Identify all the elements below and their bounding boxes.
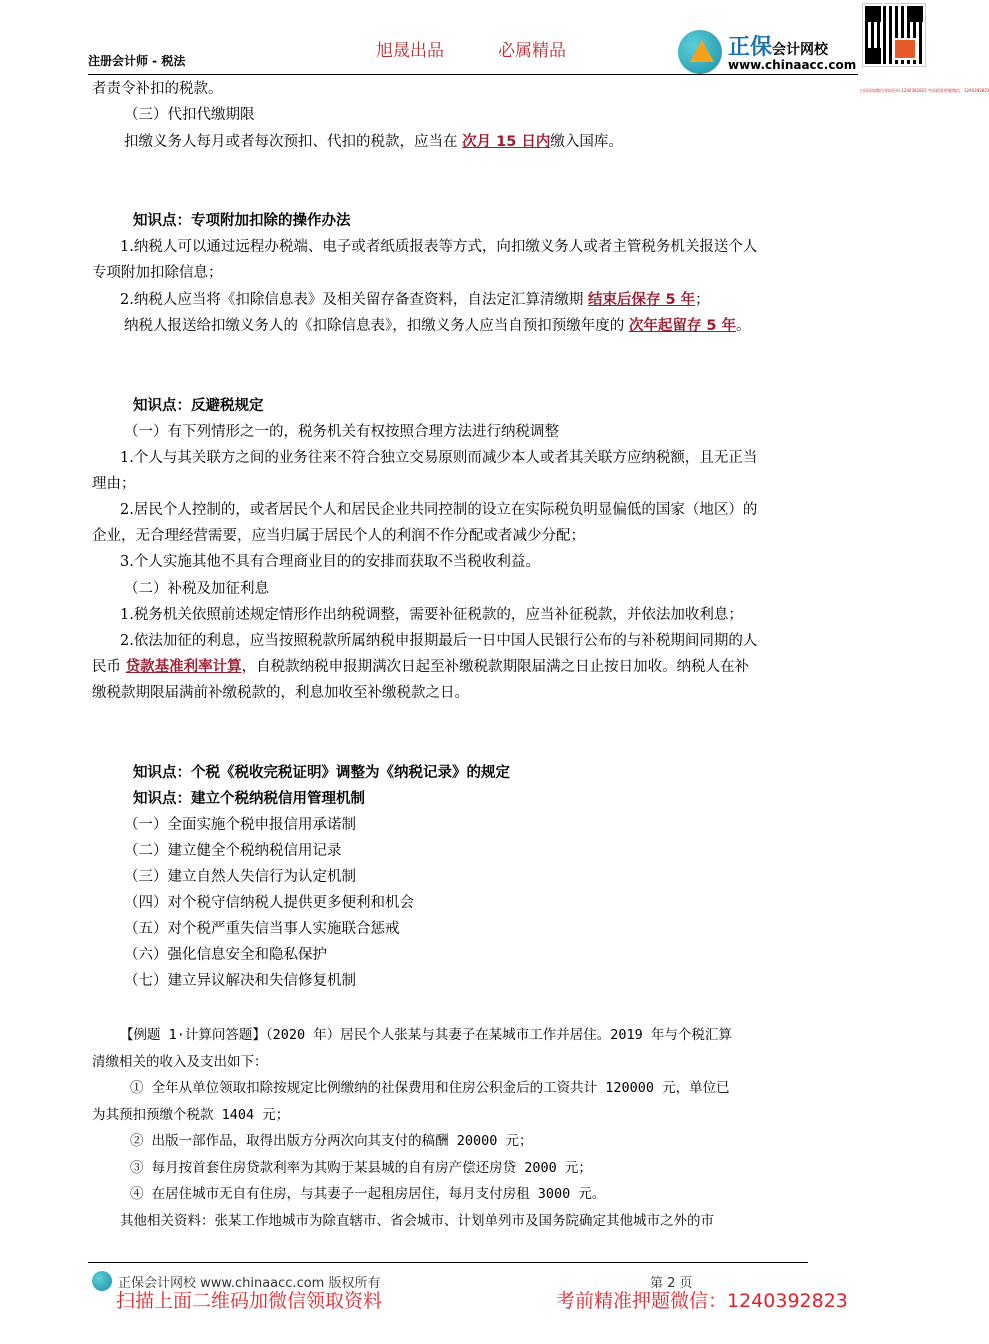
example-line: 其他相关资料：张某工作地城市为除直辖市、省会城市、计划单列市及国务院确定其他城市之外的市	[120, 1213, 714, 1229]
promo-left: 扫描上面二维码加微信领取资料	[116, 1290, 383, 1312]
footer-logo-icon	[92, 1271, 112, 1291]
paragraph-line: 2.纳税人应当将《扣除信息表》及相关留存备查资料，自法定汇算清缴期 结束后保存 5 年；	[120, 292, 710, 308]
example-line: ④ 在居住城市无自有住房，与其妻子一起租房居住，每月支付房租 3000 元。	[130, 1186, 606, 1202]
promo-right: 考前精准押题微信：1240392823	[556, 1290, 848, 1312]
list-item: （一）全面实施个税申报信用承诺制	[124, 817, 356, 833]
paragraph-line: 2.居民个人控制的，或者居民个人和居民企业共同控制的设立在实际税负明显偏低的国家（地区）的	[120, 502, 758, 518]
example-line: ② 出版一部作品，取得出版方分两次向其支付的稿酬 20000 元；	[130, 1133, 533, 1149]
header-slogan-right: 必属精品	[498, 41, 566, 61]
qr-center-badge-icon	[893, 38, 917, 60]
brand-logo-icon	[678, 30, 722, 74]
paragraph-line: 扣缴义务人每月或者每次预扣、代扣的税款，应当在 次月 15 日内缴入国库。	[124, 134, 623, 150]
paragraph-line: 纳税人报送给扣缴义务人的《扣除信息表》，扣缴义务人应当自预扣预缴年度的 次年起留存 5 年。	[124, 318, 751, 334]
paragraph-line: （二）补税及加征利息	[124, 581, 269, 597]
paragraph-line: 企业，无合理经营需要，应当归属于居民个人的利润不作分配或者减少分配；	[92, 528, 585, 544]
paragraph-line: 理由；	[92, 476, 136, 492]
qr-caption: 扫码添加微信领取资料 1240392823 考前精准押题微信：1240392823	[860, 88, 989, 93]
example-line: 为其预扣预缴个税款 1404 元；	[92, 1107, 290, 1123]
paragraph-line: 1.个人与其关联方之间的业务往来不符合独立交易原则而减少本人或者其关联方应纳税额，且无正当	[120, 450, 758, 466]
list-item: （七）建立异议解决和失信修复机制	[124, 973, 356, 989]
highlight-retention-next: 次年起留存 5 年	[628, 318, 737, 334]
brand-name: 正保会计网校	[728, 35, 829, 60]
example-line: ③ 每月按首套住房贷款利率为其购于某县城的自有房产偿还房贷 2000 元；	[130, 1160, 592, 1176]
page-number: 第 2 页	[650, 1276, 693, 1291]
highlight-deadline: 次月 15 日内	[462, 134, 551, 150]
example-line: ① 全年从单位领取扣除按规定比例缴纳的社保费用和住房公积金后的工资共计 120000 元，单位已	[130, 1080, 730, 1096]
header-slogan-left: 旭晟出品	[376, 41, 444, 61]
paragraph-line: 2.依法加征的利息，应当按照税款所属纳税申报期最后一日中国人民银行公布的与补税期间同期的人	[120, 633, 758, 649]
highlight-interest-rate: 贷款基准利率计算	[125, 659, 242, 675]
section-heading: 知识点：建立个税纳税信用管理机制	[133, 791, 365, 807]
paragraph-line: 者责令补扣的税款。	[92, 81, 223, 97]
brand-url: www.chinaacc.com	[728, 58, 857, 72]
paragraph-line: 1.税务机关依照前述规定情形作出纳税调整，需要补征税款的，应当补征税款，并依法加收利息；	[120, 607, 743, 623]
list-item: （三）建立自然人失信行为认定机制	[124, 869, 356, 885]
brand-logo[interactable]	[678, 26, 868, 78]
paragraph-line: 民币 贷款基准利率计算，自税款纳税申报期满次日起至补缴税款期限届满之日止按日加收。纳税人在补	[92, 659, 750, 675]
section-heading: 知识点：专项附加扣除的操作办法	[133, 213, 351, 229]
example-line: 【例题 1·计算问答题】（2020 年）居民个人张某与其妻子在某城市工作并居住。2019 年与个税汇算	[120, 1027, 732, 1043]
list-item: （四）对个税守信纳税人提供更多便利和机会	[124, 895, 414, 911]
paragraph-line: （三）代扣代缴期限	[124, 107, 255, 123]
paragraph-line: （一）有下列情形之一的，税务机关有权按照合理方法进行纳税调整	[124, 424, 559, 440]
section-heading: 知识点：反避税规定	[133, 398, 264, 414]
section-heading: 知识点：个税《税收完税证明》调整为《纳税记录》的规定	[133, 765, 510, 781]
paragraph-line: 1.纳税人可以通过远程办税端、电子或者纸质报表等方式，向扣缴义务人或者主管税务机关报送个人	[120, 239, 758, 255]
list-item: （二）建立健全个税纳税信用记录	[124, 843, 342, 859]
footer-copyright: 正保会计网校 www.chinaacc.com 版权所有	[118, 1276, 381, 1291]
footer-divider	[88, 1262, 808, 1263]
brand-suffix: 会计网校	[772, 42, 829, 58]
paragraph-line: 专项附加扣除信息；	[92, 265, 223, 281]
list-item: （五）对个税严重失信当事人实施联合惩戒	[124, 921, 400, 937]
list-item: （六）强化信息安全和隐私保护	[124, 947, 327, 963]
highlight-retention: 结束后保存 5 年	[587, 292, 696, 308]
paragraph-line: 3.个人实施其他不具有合理商业目的的安排而获取不当税收利益。	[120, 554, 540, 570]
document-title: 注册会计师 - 税法	[88, 54, 186, 68]
paragraph-line: 缴税款期限届满前补缴税款的，利息加收至补缴税款之日。	[92, 685, 469, 701]
example-line: 清缴相关的收入及支出如下：	[92, 1054, 268, 1070]
